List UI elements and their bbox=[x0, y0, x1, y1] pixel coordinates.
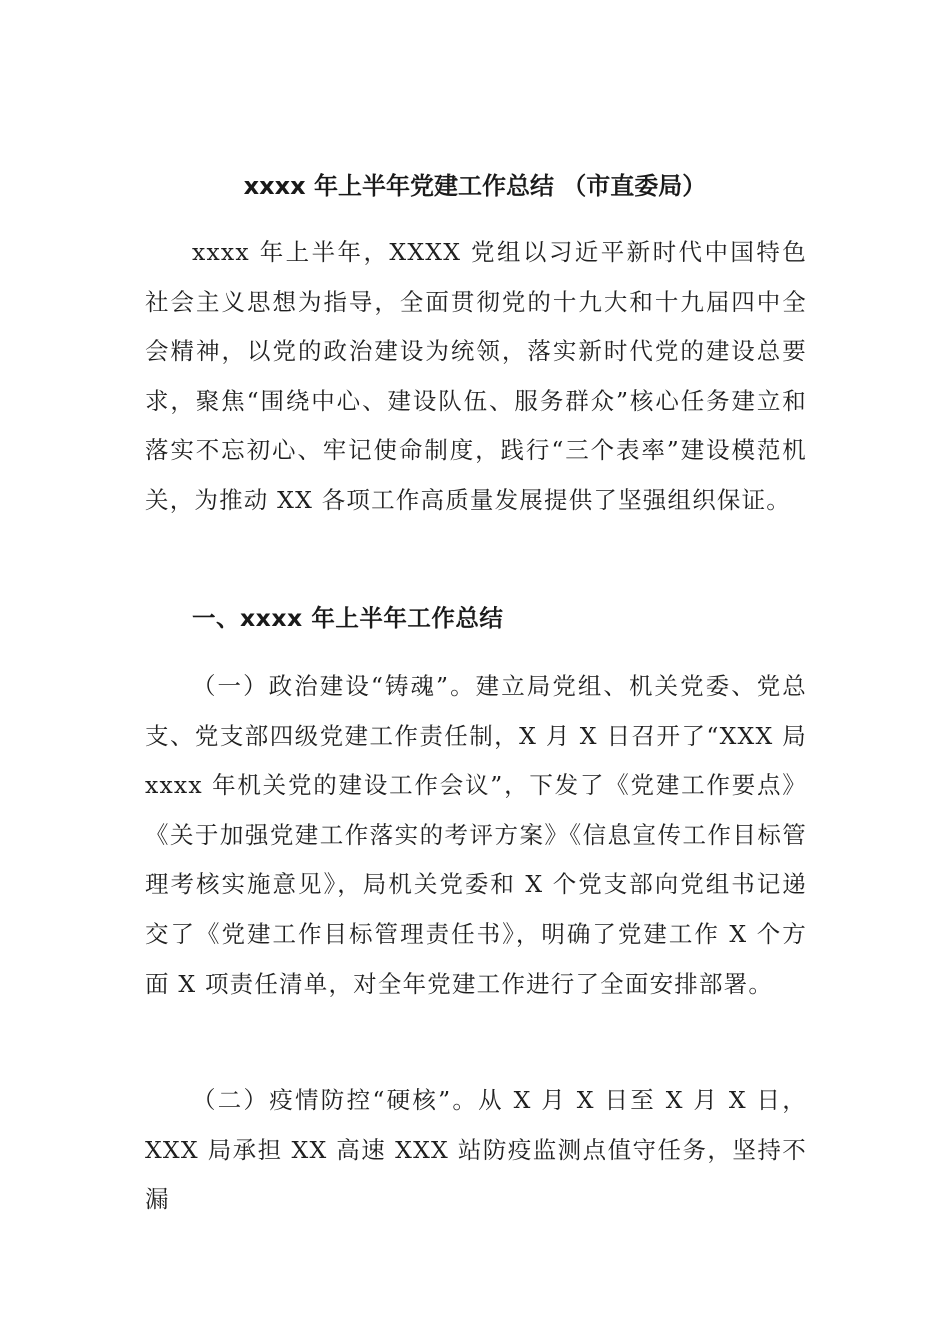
document-title: xxxx 年上半年党建工作总结 （市直委局） bbox=[243, 172, 707, 200]
section-heading-1: 一、xxxx 年上半年工作总结 bbox=[192, 604, 504, 632]
epidemic-control-paragraph: （二）疫情防控“硬核”。从 X 月 X 日至 X 月 X 日，XXX 局承担 XX 高速 XXX 站防疫监测点值守任务，坚持不漏 bbox=[145, 1086, 807, 1214]
intro-paragraph: xxxx 年上半年，XXXX 党组以习近平新时代中国特色社会主义思想为指导，全面贯彻党的十九大和十九届四中全会精神，以党的政治建设为统领，落实新时代党的建设总要求，聚焦“围绕中心、建设队伍、服务群众”核心任务建立和落实不忘初心、牢记使命制度，践行“三个表率”建设模范机关，为推动 XX 各项工作高质量发展提供了坚强组织保证。 bbox=[145, 238, 807, 514]
political-building-paragraph: （一）政治建设“铸魂”。建立局党组、机关党委、党总支、党支部四级党建工作责任制，X 月 X 日召开了“XXX 局 xxxx 年机关党的建设工作会议”，下发了《党建工作要点》《关于加强党建工作落实的考评方案》《信息宣传工作目标管理考核实施意见》，局机关党委和 X 个党支部向党组书记递交了《党建工作目标管理责任书》，明确了党建工作 X 个方面 X 项责任清单，对全年党建工作进行了全面安排部署。 bbox=[145, 672, 807, 998]
